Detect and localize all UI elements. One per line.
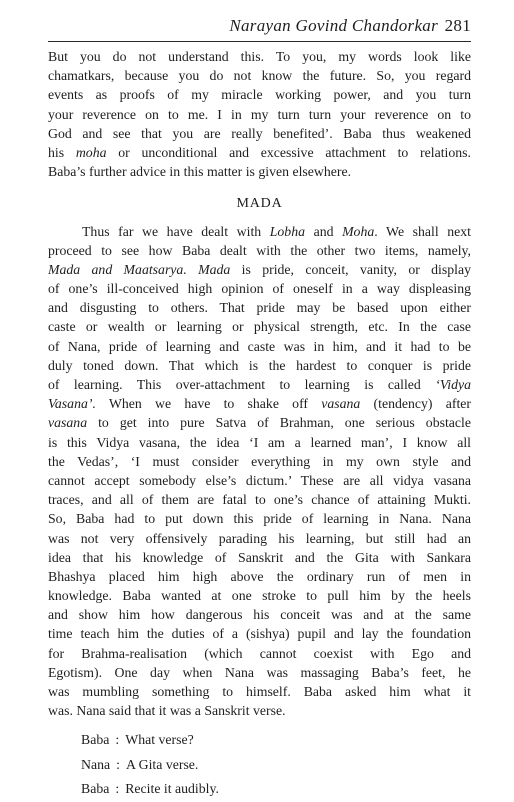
text-line: But you do not understand this. To you, my words look like — [48, 49, 471, 64]
text-line: So, Baba had to put down this pride of learning in Nana. Nana — [48, 511, 471, 527]
text-segment: and — [305, 223, 343, 239]
text-line: Baba’s further advice in this matter is given elsewhere. — [48, 164, 352, 180]
running-header — [229, 16, 471, 36]
text-line: and show him how dangerous his conceit was and at the same — [48, 607, 471, 623]
text-line: was. Nana said that it was a Sanskrit verse. — [48, 703, 286, 719]
text-segment: When we have to shake off — [95, 396, 322, 412]
text-segment: (tendency) after — [360, 396, 471, 412]
italic-term: Mada and Maatsarya. — [48, 261, 187, 277]
text-segment: to get into pure Satva of Brahman, one serious obstacle — [87, 415, 471, 431]
page-number: 281 — [444, 16, 471, 35]
running-title: Narayan Govind Chandorkar — [229, 16, 439, 35]
text-line — [48, 375, 471, 394]
text-line: was mumbling something to himself. Baba asked him what it — [48, 684, 471, 699]
text-line: your reverence on to me. I in my turn turn your reverence on to — [48, 106, 471, 122]
dialogue-line — [81, 777, 471, 802]
italic-term: Mada — [198, 261, 231, 277]
dialogue-line — [81, 753, 471, 778]
italic-term: vasana — [321, 396, 361, 412]
text-line: for Brahma-realisation (which cannot coexist with Ego and — [48, 645, 471, 661]
italic-term: Lobha — [269, 223, 306, 239]
text-line — [48, 222, 471, 241]
dialogue-speaker: Baba — [81, 732, 110, 748]
italic-term: vasana — [48, 415, 88, 431]
text-line: traces, and all of them are fatal to one’s chance of attaining Mukti. — [48, 492, 471, 508]
dialogue-separator: : — [115, 732, 120, 748]
text-segment: of learning. This over-attachment to learning is called — [48, 377, 436, 392]
text-segment: his — [48, 144, 76, 160]
dialogue-text: What verse? — [125, 732, 194, 748]
text-line: idea that his knowledge of Sanskrit and the Gita with Sankara — [48, 549, 471, 565]
italic-term: Vasana’. — [48, 396, 96, 412]
header-rule — [48, 41, 471, 42]
text-segment: is pride, conceit, vanity, or display — [230, 261, 471, 277]
text-line: caste or wealth or learning or physical strength, etc. In the case — [48, 319, 471, 335]
text-line: duly toned down. That which is the hardest to conquer is pride — [48, 357, 471, 373]
text-line: of Nana, pride of learning and caste was in him, and it had to be — [48, 338, 471, 354]
text-line: and disgusting to others. That pride may be based upon either — [48, 300, 471, 316]
dialogue-separator: : — [116, 756, 120, 772]
text-line: knowledge. Baba wanted at one stroke to pull him by the heels — [48, 588, 471, 604]
text-line — [48, 143, 471, 162]
text-line — [48, 260, 471, 279]
text-segment: or unconditional and excessive attachment to relations. — [106, 144, 471, 160]
dialogue-speaker: Nana — [81, 756, 111, 772]
dialogue-speaker: Baba — [81, 781, 110, 797]
dialogue-text: Recite it audibly. — [125, 781, 219, 797]
text-line: Egotism). One day when Nana was massaging Baba’s feet, he — [48, 664, 471, 680]
text-line: of one’s ill-conceived high opinion of oneself in a way displeasing — [48, 281, 471, 297]
dialogue-separator: : — [115, 781, 120, 797]
italic-term: moha — [75, 144, 107, 160]
text-line: is this Vidya vasana, the idea ‘I am a learned man’, I know all — [48, 434, 471, 450]
text-line — [48, 394, 471, 413]
text-line: proceed to see how Baba dealt with the other two items, namely, — [48, 242, 471, 258]
text-segment: . We shall next — [374, 223, 471, 239]
italic-term: Moha — [342, 223, 375, 239]
text-line: Bhashya placed him high above the ordinary run of men in — [48, 568, 471, 584]
dialogue-line — [81, 728, 471, 753]
text-line: events as proofs of my miracle working power, and you turn — [48, 87, 471, 103]
text-line: cannot accept somebody else’s dictum.’ These are all vidya vasana — [48, 472, 471, 488]
text-segment — [187, 262, 198, 277]
paragraph-mada — [48, 222, 471, 721]
text-line: was not very offensively parading his learning, but still had an — [48, 530, 471, 546]
section-heading: MADA — [236, 196, 283, 212]
text-line: God and see that you are really benefited’. Baba thus weakened — [48, 125, 471, 141]
dialogue — [48, 728, 471, 802]
text-line: chamatkars, because you do not know the future. So, you regard — [48, 68, 471, 84]
text-line: time teach him the duties of a (sishya) pupil and lay the foundation — [48, 626, 471, 642]
text-line: the Vedas’, ‘I must consider everything in my own style and — [48, 453, 471, 469]
paragraph-continued — [48, 47, 471, 181]
text-segment: Thus far we have dealt with — [82, 223, 270, 239]
dialogue-text: A Gita verse. — [125, 756, 199, 772]
page-body — [48, 47, 471, 802]
text-line — [48, 413, 471, 432]
italic-term: ‘Vidya — [435, 377, 471, 392]
